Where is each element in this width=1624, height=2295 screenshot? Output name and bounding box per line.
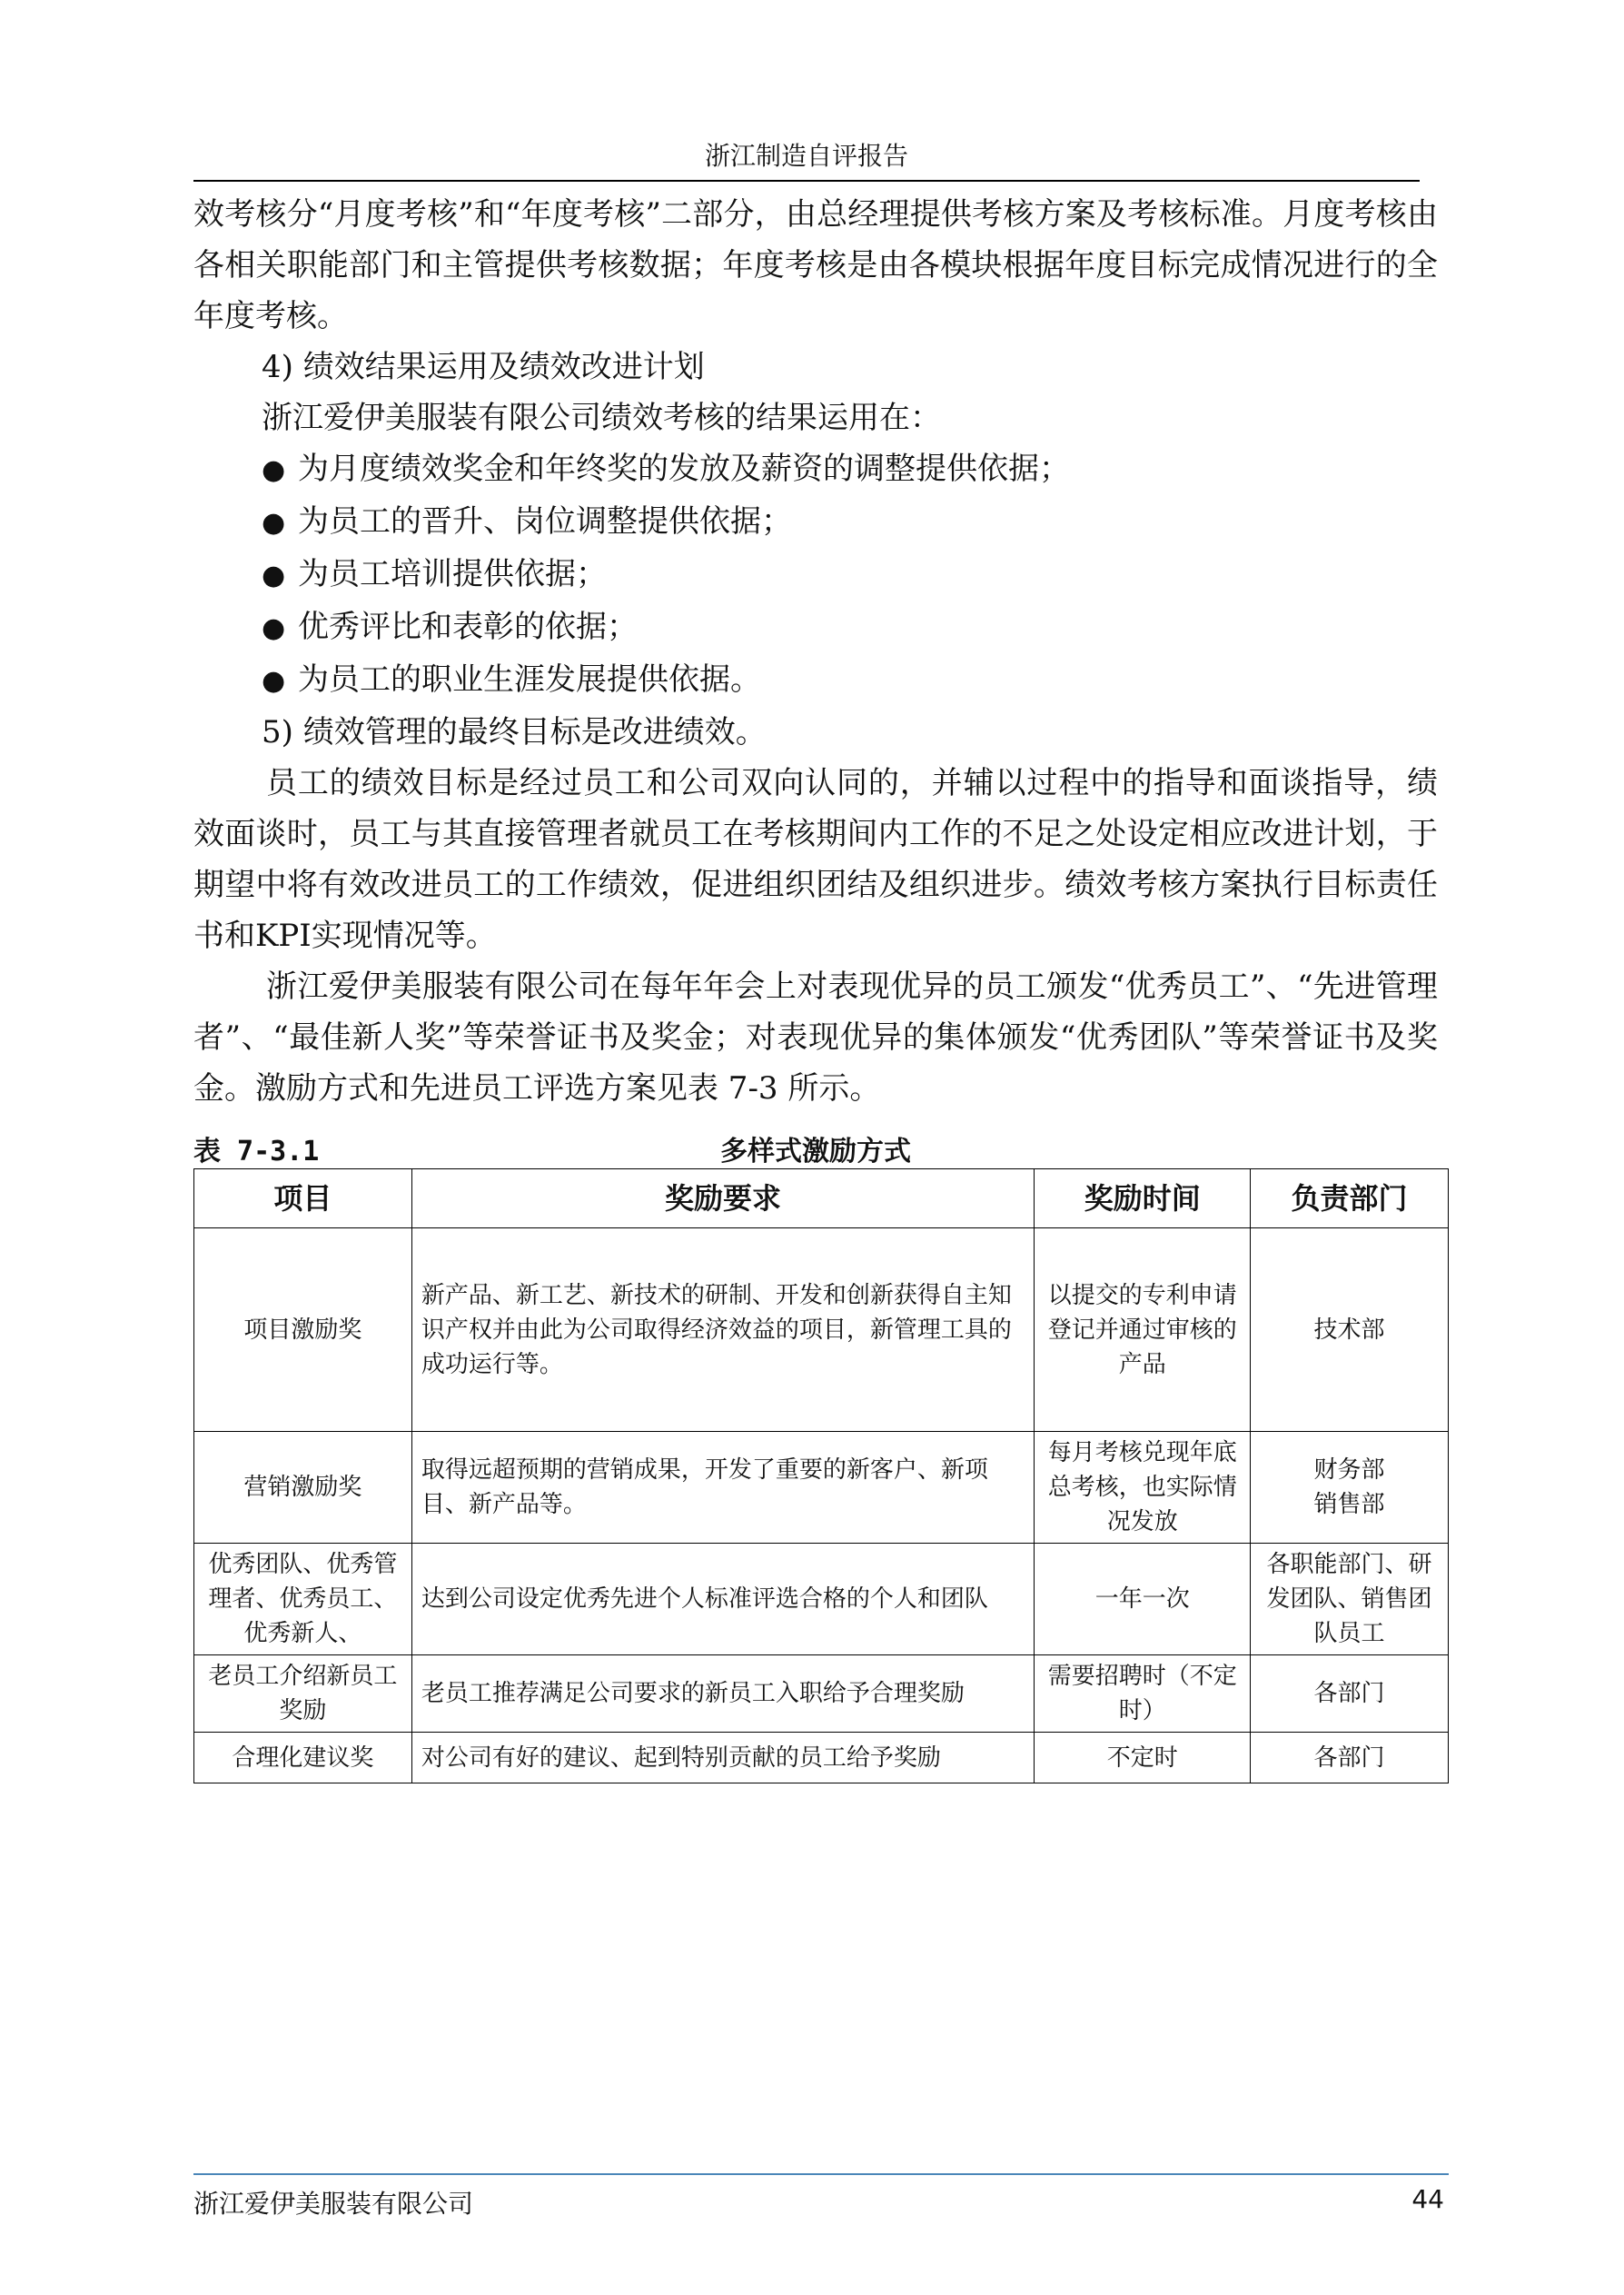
page-number: 44 [1411, 2184, 1444, 2214]
table-row [194, 1544, 1449, 1655]
bullet-text: 为员工的职业生涯发展提供依据。 [298, 661, 761, 698]
cell-time: 不定时 [1035, 1733, 1251, 1783]
footer-company: 浙江爱伊美服装有限公司 [193, 2189, 474, 2219]
table-caption [193, 1128, 1438, 1168]
cell-item: 营销激励奖 [194, 1432, 412, 1544]
cell-dept: 技术部 [1251, 1228, 1449, 1432]
bullet-item [193, 496, 1438, 549]
cell-item: 合理化建议奖 [194, 1733, 412, 1783]
table-row [194, 1228, 1449, 1432]
table-row [194, 1655, 1449, 1733]
header-requirement: 奖励要求 [411, 1169, 1034, 1228]
footer-rule [193, 2173, 1449, 2175]
cell-dept: 财务部 销售部 [1251, 1432, 1449, 1544]
bullet-dot-icon: ● [262, 454, 286, 486]
paragraph-4: 浙江爱伊美服装有限公司在每年年会上对表现优异的员工颁发“优秀员工”、“先进管理者”、“最佳新人奖”等荣誉证书及奖金；对表现优异的集体颁发“优秀团队”等荣誉证书及奖金。激励方式和先进员工评选方案见表 7-3 所示。 [193, 969, 1438, 1107]
bullet-item [193, 443, 1438, 496]
cell-requirement: 新产品、新工艺、新技术的研制、开发和创新获得自主知识产权并由此为公司取得经济效益的项目，新管理工具的成功运行等。 [411, 1228, 1034, 1432]
bullet-dot-icon: ● [262, 665, 286, 697]
cell-dept: 各部门 [1251, 1733, 1449, 1783]
cell-item: 项目激励奖 [194, 1228, 412, 1432]
cell-time: 一年一次 [1035, 1544, 1251, 1655]
header-rule [193, 180, 1420, 182]
header-item: 项目 [194, 1169, 412, 1228]
section-item-4: 4) 绩效结果运用及绩效改进计划 [262, 349, 705, 385]
bullet-item [193, 654, 1438, 707]
bullet-text: 为员工培训提供依据； [298, 556, 607, 592]
cell-requirement: 老员工推荐满足公司要求的新员工入职给予合理奖励 [411, 1655, 1034, 1733]
table-title: 多样式激励方式 [720, 1136, 911, 1167]
section-item-5: 5) 绩效管理的最终目标是改进绩效。 [262, 714, 767, 750]
cell-time: 需要招聘时（不定时） [1035, 1655, 1251, 1733]
incentive-table [193, 1168, 1449, 1783]
cell-requirement: 取得远超预期的营销成果，开发了重要的新客户、新项目、新产品等。 [411, 1432, 1034, 1544]
bullet-text: 优秀评比和表彰的依据； [298, 609, 638, 645]
cell-requirement: 对公司有好的建议、起到特别贡献的员工给予奖励 [411, 1733, 1034, 1783]
header-time: 奖励时间 [1035, 1169, 1251, 1228]
paragraph-2: 浙江爱伊美服装有限公司绩效考核的结果运用在： [262, 400, 941, 436]
table-header-row [194, 1169, 1449, 1228]
header-dept: 负责部门 [1251, 1169, 1449, 1228]
bullet-text: 为员工的晋升、岗位调整提供依据； [298, 503, 792, 540]
table-row [194, 1432, 1449, 1544]
cell-requirement: 达到公司设定优秀先进个人标准评选合格的个人和团队 [411, 1544, 1034, 1655]
bullet-dot-icon: ● [262, 507, 286, 539]
table-row [194, 1733, 1449, 1783]
cell-dept: 各部门 [1251, 1655, 1449, 1733]
bullet-dot-icon: ● [262, 560, 286, 591]
paragraph-3: 员工的绩效目标是经过员工和公司双向认同的，并辅以过程中的指导和面谈指导，绩效面谈时，员工与其直接管理者就员工在考核期间内工作的不足之处设定相应改进计划，于期望中将有效改进员工的工作绩效，促进组织团结及组织进步。绩效考核方案执行目标责任书和KPI实现情况等。 [193, 765, 1438, 954]
page-content [193, 189, 1438, 1783]
paragraph-1: 效考核分“月度考核”和“年度考核”二部分，由总经理提供考核方案及考核标准。月度考核由各相关职能部门和主管提供考核数据；年度考核是由各模块根据年度目标完成情况进行的全年度考核。 [193, 196, 1438, 334]
table-label: 表 7-3.1 [193, 1136, 320, 1167]
cell-time: 每月考核兑现年底总考核，也实际情况发放 [1035, 1432, 1251, 1544]
bullet-item [193, 601, 1438, 654]
bullet-item [193, 549, 1438, 601]
page-header-title: 浙江制造自评报告 [704, 141, 908, 171]
cell-item: 优秀团队、优秀管理者、优秀员工、优秀新人、 [194, 1544, 412, 1655]
cell-item: 老员工介绍新员工奖励 [194, 1655, 412, 1733]
bullet-dot-icon: ● [262, 612, 286, 644]
bullet-text: 为月度绩效奖金和年终奖的发放及薪资的调整提供依据； [298, 451, 1070, 487]
cell-dept: 各职能部门、研发团队、销售团队员工 [1251, 1544, 1449, 1655]
cell-time: 以提交的专利申请登记并通过审核的产品 [1035, 1228, 1251, 1432]
